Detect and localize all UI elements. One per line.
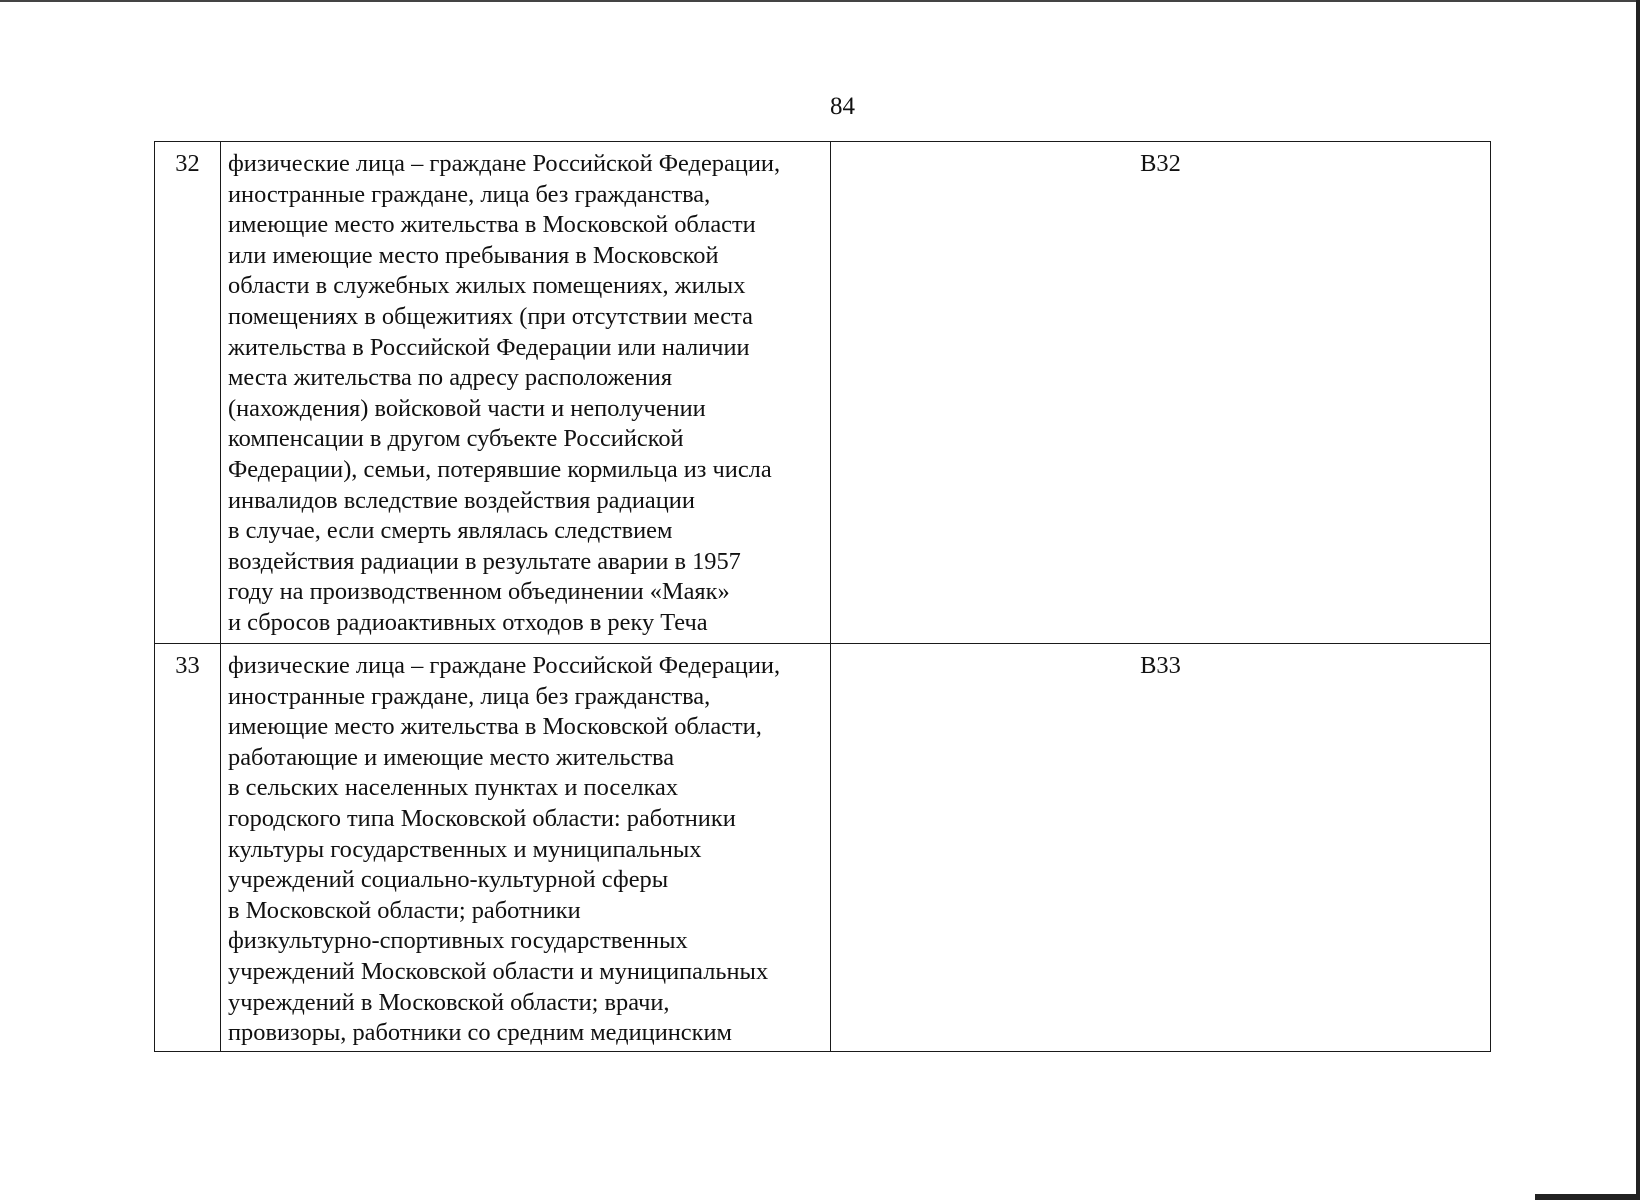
row-description: физические лица – граждане Российской Федерации, иностранные граждане, лица без гражданства, имеющие место жительства в Московской области или имеющие место пребывания в Московской области в служебных жилых помещениях, жилых помещениях в общежитиях (при отсутствии места жительства в Российской Федерации или наличии места жительства по адресу расположения (нахождения) войсковой части и неполучении компенсации в другом субъекте Российской Федерации), семьи, потерявшие кормильца из числа инвалидов вследствие воздействия радиации в случае, если смерть являлась следствием воздействия радиации в результате аварии в 1957 году на производственном объединении «Маяк» и сбросов радиоактивных отходов в реку Теча: [221, 142, 831, 644]
scan-edge-top: [0, 0, 1640, 2]
row-description: физические лица – граждане Российской Федерации, иностранные граждане, лица без гражданства, имеющие место жительства в Московской области, работающие и имеющие место жительства в сельских населенных пунктах и поселках городского типа Московской области: работники культуры государственных и муниципальных учреждений социально-культурной сферы в Московской области; работники физкультурно-спортивных государственных учреждений Московской области и муниципальных учреждений в Московской области; врачи, провизоры, работники со средним медицинским: [221, 644, 831, 1052]
page-number: 84: [830, 93, 855, 120]
scan-edge-bottom: [1535, 1194, 1640, 1200]
scan-edge-right: [1636, 0, 1640, 1200]
row-code: В32: [831, 142, 1491, 644]
table-row: [155, 644, 1491, 1052]
row-number: 33: [155, 644, 221, 1052]
benefits-table: [154, 141, 1491, 1052]
row-code: В33: [831, 644, 1491, 1052]
row-number: 32: [155, 142, 221, 644]
table-row: [155, 142, 1491, 644]
